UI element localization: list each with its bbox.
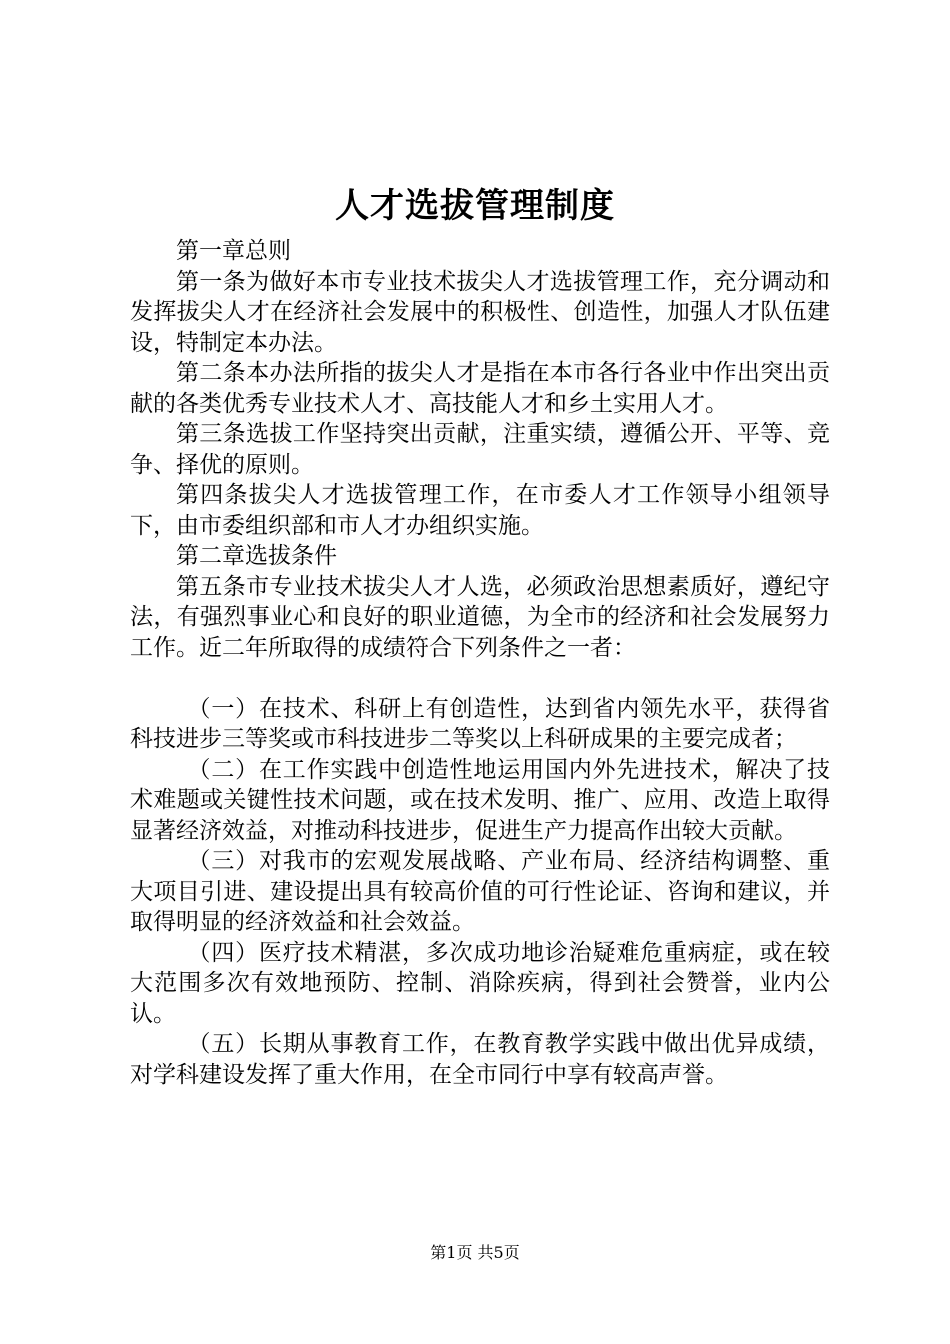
page-number-footer: 第1页 共5页	[430, 1243, 520, 1262]
condition-item: （二）在工作实践中创造性地运用国内外先进技术，解决了技术难题或关键性技术问题，或在技术发明、推广、应用、改造上取得显著经济效益，对推动科技进步，促进生产力提高作出较大贡献。	[130, 756, 830, 844]
article-paragraph: 第二条本办法所指的拔尖人才是指在本市各行各业中作出突出贡献的各类优秀专业技术人才、高技能人才和乡土实用人才。	[130, 360, 830, 417]
chapter-heading: 第二章选拔条件	[176, 543, 337, 569]
document-body	[130, 236, 830, 1090]
condition-item: （四）医疗技术精湛，多次成功地诊治疑难危重病症，或在较大范围多次有效地预防、控制、消除疾病，得到社会赞誉，业内公认。	[130, 939, 830, 1027]
condition-item: （五）长期从事教育工作，在教育教学实践中做出优异成绩，对学科建设发挥了重大作用，在全市同行中享有较高声誉。	[130, 1031, 830, 1088]
document-title: 人才选拔管理制度	[335, 186, 615, 226]
condition-item: （一）在技术、科研上有创造性，达到省内领先水平，获得省科技进步三等奖或市科技进步二等奖以上科研成果的主要完成者；	[130, 695, 830, 752]
article-paragraph: 第四条拔尖人才选拔管理工作，在市委人才工作领导小组领导下，由市委组织部和市人才办组织实施。	[130, 482, 830, 539]
chapter-heading: 第一章总则	[176, 238, 291, 264]
article-paragraph: 第一条为做好本市专业技术拔尖人才选拔管理工作，充分调动和发挥拔尖人才在经济社会发展中的积极性、创造性，加强人才队伍建设，特制定本办法。	[130, 268, 830, 356]
article-paragraph: 第五条市专业技术拔尖人才人选，必须政治思想素质好，遵纪守法，有强烈事业心和良好的职业道德，为全市的经济和社会发展努力工作。近二年所取得的成绩符合下列条件之一者：	[130, 573, 830, 661]
blank-line	[130, 663, 830, 694]
condition-item: （三）对我市的宏观发展战略、产业布局、经济结构调整、重大项目引进、建设提出具有较高价值的可行性论证、咨询和建议，并取得明显的经济效益和社会效益。	[130, 848, 830, 935]
article-paragraph: 第三条选拔工作坚持突出贡献，注重实绩，遵循公开、平等、竞争、择优的原则。	[130, 421, 830, 478]
